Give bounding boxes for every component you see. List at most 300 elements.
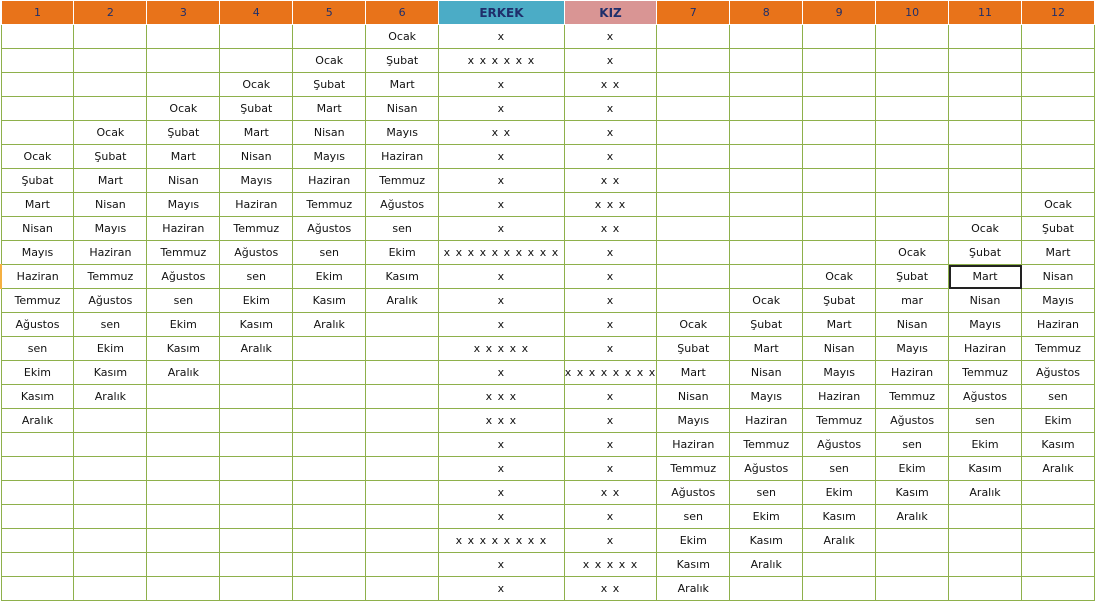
cell[interactable] (220, 25, 293, 49)
cell[interactable]: Temmuz (876, 385, 949, 409)
cell[interactable] (803, 217, 876, 241)
cell[interactable]: x (564, 457, 657, 481)
cell[interactable]: Şubat (293, 73, 366, 97)
cell[interactable]: Ocak (1, 145, 74, 169)
cell[interactable] (74, 577, 147, 601)
cell[interactable]: Ekim (293, 265, 366, 289)
cell[interactable]: sen (1, 337, 74, 361)
cell[interactable]: Aralık (366, 289, 439, 313)
cell[interactable]: Nisan (293, 121, 366, 145)
cell[interactable]: x x (439, 121, 565, 145)
cell[interactable]: Ağustos (730, 457, 803, 481)
cell[interactable] (803, 25, 876, 49)
cell[interactable]: Şubat (1, 169, 74, 193)
cell[interactable]: Mart (1, 193, 74, 217)
cell[interactable]: x (564, 145, 657, 169)
header-col-5[interactable]: 5 (293, 1, 366, 25)
cell[interactable] (1022, 481, 1095, 505)
cell[interactable]: Mayıs (147, 193, 220, 217)
cell[interactable] (876, 121, 949, 145)
cell[interactable] (949, 25, 1022, 49)
cell[interactable]: x x x (564, 193, 657, 217)
cell[interactable] (293, 553, 366, 577)
cell[interactable] (803, 145, 876, 169)
cell[interactable]: Ekim (803, 481, 876, 505)
header-col-2[interactable]: 2 (74, 1, 147, 25)
cell[interactable] (147, 25, 220, 49)
cell[interactable]: Mart (220, 121, 293, 145)
cell[interactable]: x (564, 289, 657, 313)
header-kiz[interactable]: KIZ (564, 1, 657, 25)
cell[interactable]: x (564, 385, 657, 409)
cell[interactable]: Kasım (74, 361, 147, 385)
cell[interactable] (220, 457, 293, 481)
cell[interactable]: sen (74, 313, 147, 337)
cell[interactable] (220, 505, 293, 529)
cell[interactable] (949, 97, 1022, 121)
cell[interactable]: Şubat (730, 313, 803, 337)
cell[interactable]: Kasım (803, 505, 876, 529)
cell[interactable]: x (564, 529, 657, 553)
cell[interactable] (803, 121, 876, 145)
cell[interactable] (147, 529, 220, 553)
cell[interactable] (657, 265, 730, 289)
cell[interactable]: Ocak (730, 289, 803, 313)
cell[interactable] (1, 25, 74, 49)
cell[interactable]: Ekim (949, 433, 1022, 457)
cell[interactable] (366, 577, 439, 601)
cell[interactable] (74, 529, 147, 553)
cell[interactable]: mar (876, 289, 949, 313)
cell[interactable] (730, 241, 803, 265)
cell[interactable]: Mayıs (949, 313, 1022, 337)
cell[interactable] (147, 49, 220, 73)
cell[interactable] (147, 577, 220, 601)
cell[interactable]: Kasım (147, 337, 220, 361)
cell[interactable]: Kasım (220, 313, 293, 337)
cell[interactable] (949, 577, 1022, 601)
cell[interactable]: Şubat (803, 289, 876, 313)
cell[interactable] (220, 49, 293, 73)
cell[interactable] (147, 409, 220, 433)
cell[interactable] (949, 73, 1022, 97)
cell[interactable] (366, 457, 439, 481)
cell[interactable] (730, 193, 803, 217)
cell[interactable]: sen (147, 289, 220, 313)
cell[interactable] (949, 49, 1022, 73)
cell[interactable] (876, 73, 949, 97)
cell[interactable]: Ocak (74, 121, 147, 145)
cell[interactable]: sen (876, 433, 949, 457)
cell[interactable]: Aralık (803, 529, 876, 553)
cell[interactable]: Şubat (876, 265, 949, 289)
cell[interactable]: Ekim (366, 241, 439, 265)
cell[interactable]: x (439, 145, 565, 169)
cell[interactable] (293, 481, 366, 505)
cell[interactable] (74, 409, 147, 433)
cell[interactable] (147, 433, 220, 457)
cell[interactable] (949, 553, 1022, 577)
cell[interactable] (1022, 97, 1095, 121)
cell[interactable] (293, 577, 366, 601)
cell[interactable]: Mayıs (74, 217, 147, 241)
cell[interactable] (293, 457, 366, 481)
cell[interactable] (730, 73, 803, 97)
cell[interactable]: Mayıs (1, 241, 74, 265)
cell[interactable]: Ağustos (876, 409, 949, 433)
header-col-8[interactable]: 8 (730, 1, 803, 25)
cell[interactable]: Mart (74, 169, 147, 193)
cell[interactable]: Nisan (730, 361, 803, 385)
header-col-1[interactable]: 1 (1, 1, 74, 25)
cell[interactable]: Ocak (1022, 193, 1095, 217)
cell[interactable]: Aralık (147, 361, 220, 385)
cell[interactable]: Mart (293, 97, 366, 121)
cell[interactable]: Mayıs (1022, 289, 1095, 313)
cell[interactable] (1022, 25, 1095, 49)
cell[interactable] (949, 193, 1022, 217)
cell[interactable] (220, 361, 293, 385)
cell[interactable]: Kasım (949, 457, 1022, 481)
cell[interactable]: x (439, 457, 565, 481)
cell[interactable] (1, 505, 74, 529)
cell[interactable]: x x x x x x x x x x (439, 241, 565, 265)
cell[interactable]: x (439, 25, 565, 49)
cell[interactable]: Aralık (657, 577, 730, 601)
cell[interactable]: Temmuz (1022, 337, 1095, 361)
cell[interactable] (876, 193, 949, 217)
cell[interactable]: Nisan (1, 217, 74, 241)
cell[interactable]: Temmuz (147, 241, 220, 265)
cell[interactable]: Nisan (876, 313, 949, 337)
cell[interactable] (74, 97, 147, 121)
cell[interactable]: Aralık (876, 505, 949, 529)
cell[interactable]: Aralık (220, 337, 293, 361)
cell[interactable]: x (564, 97, 657, 121)
cell[interactable]: Temmuz (220, 217, 293, 241)
cell[interactable] (220, 433, 293, 457)
cell[interactable]: Ağustos (657, 481, 730, 505)
cell[interactable] (1, 49, 74, 73)
cell[interactable]: Ağustos (147, 265, 220, 289)
cell[interactable]: x (439, 433, 565, 457)
header-col-11[interactable]: 11 (949, 1, 1022, 25)
cell[interactable] (657, 25, 730, 49)
cell[interactable] (803, 577, 876, 601)
cell[interactable] (803, 241, 876, 265)
cell[interactable]: Ekim (1022, 409, 1095, 433)
cell[interactable]: Mart (803, 313, 876, 337)
cell[interactable]: x x (564, 217, 657, 241)
cell[interactable] (147, 553, 220, 577)
cell[interactable]: x (439, 313, 565, 337)
cell[interactable]: Mayıs (730, 385, 803, 409)
cell[interactable]: Ekim (730, 505, 803, 529)
cell[interactable] (1, 97, 74, 121)
cell[interactable] (949, 145, 1022, 169)
cell[interactable]: x (564, 433, 657, 457)
cell[interactable]: Temmuz (366, 169, 439, 193)
cell[interactable] (74, 505, 147, 529)
header-col-9[interactable]: 9 (803, 1, 876, 25)
cell[interactable]: sen (657, 505, 730, 529)
cell[interactable] (730, 25, 803, 49)
cell[interactable] (366, 553, 439, 577)
cell[interactable] (803, 169, 876, 193)
cell[interactable] (366, 313, 439, 337)
cell[interactable] (949, 505, 1022, 529)
cell[interactable]: Haziran (220, 193, 293, 217)
cell[interactable]: Ocak (366, 25, 439, 49)
cell[interactable] (293, 529, 366, 553)
cell[interactable]: Ağustos (1, 313, 74, 337)
cell[interactable] (657, 73, 730, 97)
cell[interactable] (1022, 529, 1095, 553)
cell[interactable]: Ağustos (1022, 361, 1095, 385)
cell[interactable] (74, 73, 147, 97)
cell[interactable]: x x x x x x x x (439, 529, 565, 553)
cell[interactable]: x (564, 409, 657, 433)
cell[interactable]: Temmuz (657, 457, 730, 481)
cell[interactable]: Ekim (1, 361, 74, 385)
cell[interactable] (1022, 505, 1095, 529)
cell[interactable]: Haziran (366, 145, 439, 169)
cell[interactable] (1022, 553, 1095, 577)
cell[interactable] (876, 145, 949, 169)
cell[interactable]: Ocak (657, 313, 730, 337)
cell[interactable]: x x x (439, 385, 565, 409)
cell[interactable]: Mart (730, 337, 803, 361)
cell[interactable] (74, 433, 147, 457)
cell[interactable]: Şubat (366, 49, 439, 73)
cell[interactable] (1, 73, 74, 97)
cell[interactable] (74, 481, 147, 505)
cell[interactable]: Temmuz (949, 361, 1022, 385)
cell[interactable]: Haziran (730, 409, 803, 433)
cell[interactable] (220, 385, 293, 409)
cell[interactable]: Ekim (147, 313, 220, 337)
cell[interactable] (657, 145, 730, 169)
cell[interactable]: Kasım (657, 553, 730, 577)
cell[interactable] (74, 49, 147, 73)
cell[interactable]: sen (220, 265, 293, 289)
cell[interactable] (147, 385, 220, 409)
cell[interactable] (293, 505, 366, 529)
cell[interactable] (876, 217, 949, 241)
cell[interactable]: x (564, 265, 657, 289)
cell[interactable]: sen (949, 409, 1022, 433)
cell[interactable] (147, 73, 220, 97)
cell[interactable]: Ağustos (366, 193, 439, 217)
cell[interactable] (1, 553, 74, 577)
cell[interactable] (220, 481, 293, 505)
cell[interactable] (1022, 49, 1095, 73)
cell[interactable] (366, 337, 439, 361)
cell[interactable] (657, 241, 730, 265)
cell[interactable]: Kasım (1, 385, 74, 409)
cell[interactable] (147, 481, 220, 505)
cell[interactable]: Aralık (1022, 457, 1095, 481)
cell[interactable]: sen (730, 481, 803, 505)
cell[interactable] (876, 25, 949, 49)
cell[interactable]: Nisan (366, 97, 439, 121)
cell[interactable]: x x x x x (564, 553, 657, 577)
cell[interactable]: x (439, 265, 565, 289)
cell[interactable] (1022, 73, 1095, 97)
cell[interactable]: Kasım (293, 289, 366, 313)
cell[interactable]: Temmuz (1, 289, 74, 313)
cell[interactable]: Kasım (730, 529, 803, 553)
cell[interactable]: Aralık (1, 409, 74, 433)
cell[interactable]: Şubat (74, 145, 147, 169)
cell[interactable]: x x (564, 73, 657, 97)
cell[interactable]: Ağustos (803, 433, 876, 457)
cell[interactable] (730, 121, 803, 145)
header-col-4[interactable]: 4 (220, 1, 293, 25)
cell[interactable]: Ekim (657, 529, 730, 553)
cell[interactable] (1022, 169, 1095, 193)
header-col-10[interactable]: 10 (876, 1, 949, 25)
cell[interactable] (657, 217, 730, 241)
cell[interactable] (1, 121, 74, 145)
cell[interactable]: Temmuz (74, 265, 147, 289)
cell[interactable]: x (439, 97, 565, 121)
cell[interactable] (657, 289, 730, 313)
cell[interactable]: x (439, 577, 565, 601)
cell[interactable]: sen (293, 241, 366, 265)
cell[interactable]: Ocak (803, 265, 876, 289)
cell[interactable]: Nisan (220, 145, 293, 169)
cell[interactable] (730, 169, 803, 193)
cell[interactable] (293, 361, 366, 385)
cell[interactable]: Mayıs (220, 169, 293, 193)
cell[interactable] (1, 433, 74, 457)
cell[interactable] (730, 577, 803, 601)
cell[interactable]: x (439, 73, 565, 97)
cell[interactable] (1, 577, 74, 601)
cell[interactable]: Kasım (366, 265, 439, 289)
cell[interactable] (657, 49, 730, 73)
cell[interactable] (949, 121, 1022, 145)
cell[interactable]: x (439, 361, 565, 385)
cell[interactable]: x (439, 481, 565, 505)
cell[interactable]: x (564, 25, 657, 49)
cell[interactable]: x (564, 241, 657, 265)
cell[interactable] (74, 25, 147, 49)
cell[interactable]: Nisan (949, 289, 1022, 313)
cell[interactable]: Kasım (876, 481, 949, 505)
cell[interactable] (366, 481, 439, 505)
cell[interactable] (293, 433, 366, 457)
cell[interactable] (74, 457, 147, 481)
cell[interactable] (366, 385, 439, 409)
cell[interactable] (876, 97, 949, 121)
cell[interactable]: Nisan (74, 193, 147, 217)
cell[interactable] (366, 505, 439, 529)
cell[interactable]: x (564, 313, 657, 337)
cell[interactable]: Ekim (220, 289, 293, 313)
cell[interactable]: x (564, 505, 657, 529)
cell[interactable]: Şubat (1022, 217, 1095, 241)
cell[interactable] (1022, 121, 1095, 145)
cell[interactable]: x x x (439, 409, 565, 433)
cell[interactable] (366, 361, 439, 385)
cell[interactable] (730, 49, 803, 73)
cell[interactable]: x x x x x x (439, 49, 565, 73)
cell[interactable] (147, 505, 220, 529)
header-erkek[interactable]: ERKEK (439, 1, 565, 25)
header-col-3[interactable]: 3 (147, 1, 220, 25)
cell[interactable] (730, 217, 803, 241)
cell[interactable]: x x (564, 577, 657, 601)
cell[interactable]: Mayıs (366, 121, 439, 145)
cell[interactable] (657, 193, 730, 217)
cell[interactable]: x (564, 121, 657, 145)
cell[interactable]: sen (366, 217, 439, 241)
cell[interactable]: x (439, 193, 565, 217)
cell[interactable]: Haziran (657, 433, 730, 457)
cell[interactable]: Nisan (1022, 265, 1095, 289)
cell[interactable]: x x (564, 481, 657, 505)
cell[interactable] (949, 529, 1022, 553)
cell[interactable]: Şubat (657, 337, 730, 361)
cell[interactable]: Aralık (293, 313, 366, 337)
cell[interactable] (803, 553, 876, 577)
cell[interactable] (876, 169, 949, 193)
cell[interactable] (293, 25, 366, 49)
cell[interactable]: Temmuz (730, 433, 803, 457)
cell[interactable] (657, 97, 730, 121)
cell[interactable] (293, 337, 366, 361)
cell[interactable]: Ağustos (74, 289, 147, 313)
cell[interactable]: x (439, 553, 565, 577)
cell[interactable] (366, 433, 439, 457)
cell[interactable]: Ağustos (220, 241, 293, 265)
cell[interactable] (876, 49, 949, 73)
cell[interactable] (876, 577, 949, 601)
header-col-12[interactable]: 12 (1022, 1, 1095, 25)
cell[interactable]: Ağustos (949, 385, 1022, 409)
cell[interactable] (366, 529, 439, 553)
header-col-6[interactable]: 6 (366, 1, 439, 25)
cell[interactable]: x (439, 289, 565, 313)
cell[interactable]: Mart (1022, 241, 1095, 265)
cell[interactable] (1, 529, 74, 553)
cell[interactable] (220, 553, 293, 577)
cell[interactable]: Haziran (1022, 313, 1095, 337)
cell[interactable]: x (439, 505, 565, 529)
header-col-7[interactable]: 7 (657, 1, 730, 25)
selected-cell[interactable]: Mart (949, 265, 1022, 289)
cell[interactable]: Ağustos (293, 217, 366, 241)
cell[interactable]: Ocak (220, 73, 293, 97)
cell[interactable]: Ekim (876, 457, 949, 481)
cell[interactable] (876, 553, 949, 577)
cell[interactable]: Şubat (147, 121, 220, 145)
cell[interactable]: x (564, 49, 657, 73)
cell[interactable]: Nisan (803, 337, 876, 361)
cell[interactable]: Temmuz (293, 193, 366, 217)
cell[interactable]: Haziran (293, 169, 366, 193)
cell[interactable] (949, 169, 1022, 193)
cell[interactable] (1, 457, 74, 481)
cell[interactable] (803, 49, 876, 73)
cell[interactable]: Haziran (803, 385, 876, 409)
cell[interactable]: sen (1022, 385, 1095, 409)
cell[interactable] (730, 265, 803, 289)
cell[interactable]: Haziran (949, 337, 1022, 361)
cell[interactable]: x (439, 169, 565, 193)
